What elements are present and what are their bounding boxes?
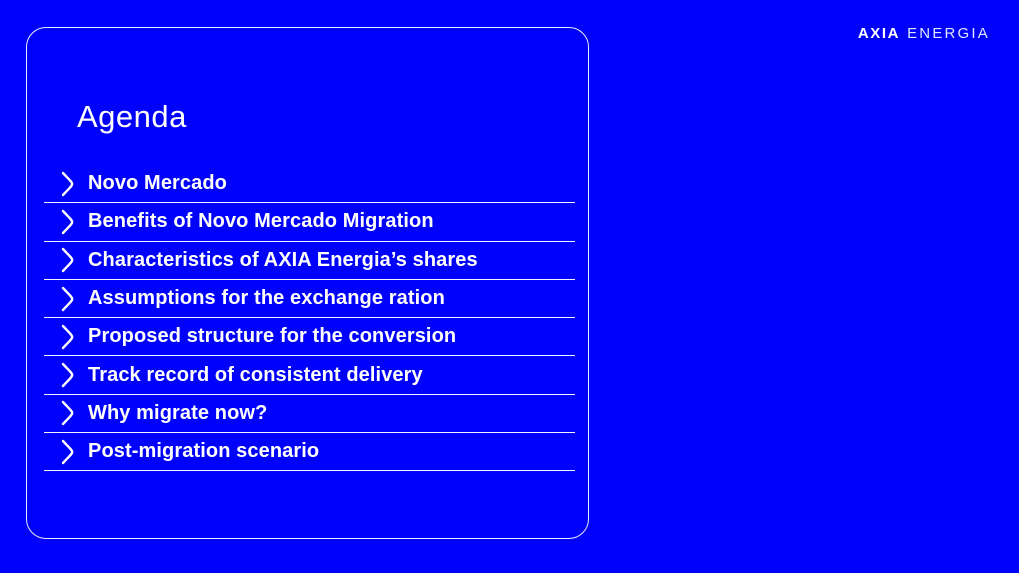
chevron-right-icon [60,209,75,235]
agenda-item-label: Proposed structure for the conversion [88,325,457,348]
agenda-item [44,395,575,433]
agenda-item-label: Assumptions for the exchange ration [88,287,445,310]
chevron-right-icon [60,247,75,273]
agenda-item-label: Why migrate now? [88,401,268,424]
agenda-item [44,203,575,241]
brand-logo [858,25,990,42]
chevron-right-icon [60,400,75,426]
logo-energia-text: ENERGIA [907,25,990,42]
agenda-item-label: Benefits of Novo Mercado Migration [88,210,434,233]
chevron-right-icon [60,286,75,312]
agenda-item-label: Track record of consistent delivery [88,363,423,386]
agenda-item [44,280,575,318]
agenda-card [26,27,589,539]
page-title: Agenda [77,99,187,134]
agenda-list [44,165,575,471]
chevron-right-icon [60,362,75,388]
agenda-item-label: Novo Mercado [88,172,228,195]
agenda-item [44,433,575,471]
agenda-item-label: Characteristics of AXIA Energia’s shares [88,248,478,271]
agenda-item [44,165,575,203]
agenda-item-label: Post-migration scenario [88,440,320,463]
agenda-item [44,318,575,356]
chevron-right-icon [60,171,75,197]
agenda-item [44,356,575,394]
chevron-right-icon [60,324,75,350]
logo-axia-text: AXIA [857,25,901,42]
chevron-right-icon [60,439,75,465]
agenda-item [44,242,575,280]
